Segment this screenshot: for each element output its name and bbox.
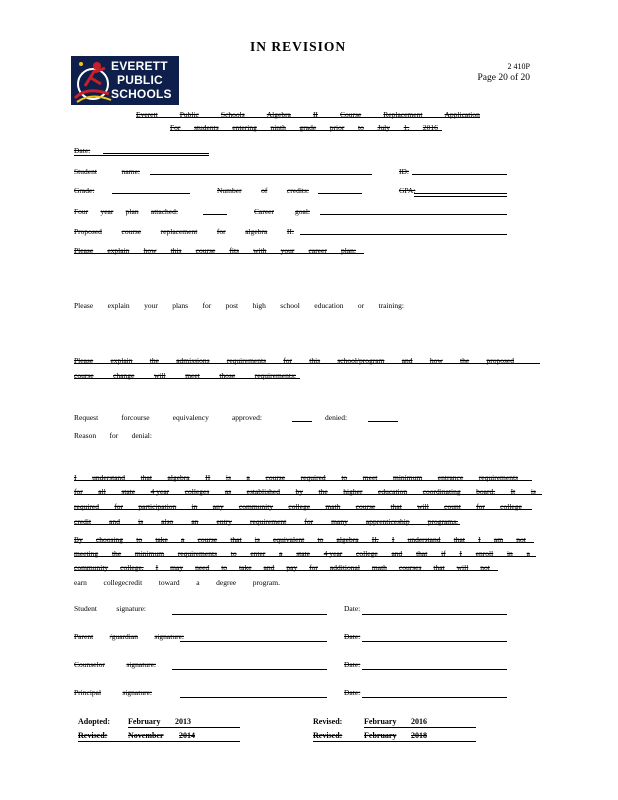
word: /guardian bbox=[109, 632, 138, 641]
word: in bbox=[191, 502, 198, 511]
word: Proposed bbox=[74, 227, 102, 236]
everett-public-schools-logo bbox=[71, 56, 179, 105]
word: is bbox=[530, 487, 536, 496]
word: this bbox=[170, 246, 182, 255]
word: courses bbox=[398, 563, 422, 572]
para2-line-4 bbox=[74, 578, 280, 587]
word: is bbox=[254, 535, 260, 544]
word: community bbox=[74, 563, 109, 572]
page-number: Page 20 of 20 bbox=[477, 73, 530, 83]
q3-rule-1 bbox=[74, 363, 540, 364]
word: and bbox=[401, 356, 413, 365]
word: Please bbox=[74, 356, 94, 365]
revised-rule-2 bbox=[364, 727, 476, 728]
counselor-date-label: Date: bbox=[344, 660, 361, 669]
word: Counselor bbox=[74, 660, 105, 669]
word: for bbox=[114, 502, 124, 511]
word: Replacement bbox=[383, 110, 423, 119]
word: not bbox=[480, 563, 490, 572]
word: with bbox=[253, 246, 267, 255]
word: algebra bbox=[167, 473, 190, 482]
word: II: bbox=[286, 227, 294, 236]
word: plan bbox=[125, 207, 139, 216]
word: July bbox=[377, 123, 390, 132]
word: I bbox=[74, 473, 77, 482]
word: a bbox=[279, 549, 283, 558]
id-label: ID: bbox=[399, 167, 409, 176]
word: count bbox=[444, 502, 461, 511]
word: course bbox=[265, 473, 286, 482]
word: requirements bbox=[226, 356, 266, 365]
word: that bbox=[230, 535, 242, 544]
word: denial: bbox=[131, 431, 152, 440]
word: for bbox=[216, 227, 226, 236]
word: is bbox=[225, 473, 231, 482]
credits-field[interactable] bbox=[318, 193, 362, 194]
word: a bbox=[526, 549, 530, 558]
counselor-signature-field[interactable] bbox=[172, 669, 327, 670]
q3-rule-2 bbox=[74, 378, 300, 379]
word: to bbox=[341, 473, 348, 482]
word: course bbox=[195, 246, 216, 255]
proposed-course-label bbox=[74, 227, 294, 236]
word: required bbox=[300, 473, 326, 482]
word: how bbox=[429, 356, 443, 365]
word: I bbox=[391, 535, 395, 544]
denied-field[interactable] bbox=[368, 421, 398, 422]
word: math bbox=[371, 563, 387, 572]
word: for bbox=[309, 563, 318, 572]
word: an bbox=[191, 517, 199, 526]
heading-rule bbox=[136, 117, 480, 118]
para2-rule-2 bbox=[74, 556, 536, 557]
word: degree bbox=[216, 578, 237, 587]
date-label: Date: bbox=[74, 146, 91, 155]
word: for bbox=[476, 502, 485, 511]
word: take bbox=[239, 563, 252, 572]
word: to bbox=[136, 535, 143, 544]
revised-rule-1 bbox=[78, 741, 240, 742]
word: Career bbox=[254, 207, 274, 216]
word: credit bbox=[74, 517, 92, 526]
post-high-school-question bbox=[74, 301, 404, 310]
word: will bbox=[456, 563, 469, 572]
subheading-rule bbox=[170, 130, 442, 131]
word: pay bbox=[286, 563, 298, 572]
word: entering bbox=[232, 123, 257, 132]
word: Course bbox=[339, 110, 362, 119]
word: for bbox=[202, 301, 212, 310]
word: Number bbox=[217, 186, 242, 195]
word: required bbox=[74, 502, 99, 511]
word: understand bbox=[407, 535, 441, 544]
word: career bbox=[308, 246, 327, 255]
word: math bbox=[325, 502, 341, 511]
word: II bbox=[205, 473, 211, 482]
word: requirements bbox=[478, 473, 518, 482]
word: course bbox=[355, 502, 376, 511]
adopted-year: 2013 bbox=[175, 717, 191, 726]
word: meeting bbox=[74, 549, 99, 558]
word: meet bbox=[362, 473, 378, 482]
word: algebra bbox=[245, 227, 268, 236]
word: plan: bbox=[341, 246, 356, 255]
word: students bbox=[194, 123, 219, 132]
word: goal: bbox=[295, 207, 310, 216]
student-name-label bbox=[74, 167, 140, 176]
word: take bbox=[155, 535, 168, 544]
word: that bbox=[140, 473, 152, 482]
word: signature: bbox=[116, 604, 146, 613]
word: minimum bbox=[134, 549, 165, 558]
word: approved: bbox=[231, 413, 262, 422]
word: those bbox=[219, 371, 236, 380]
word: 1, bbox=[403, 123, 410, 132]
principal-signature-label bbox=[74, 688, 152, 697]
word: requirements: bbox=[254, 371, 296, 380]
word: equivalent bbox=[273, 535, 305, 544]
word: change bbox=[113, 371, 135, 380]
word: 2016 bbox=[422, 123, 438, 132]
word: high bbox=[252, 301, 266, 310]
word: Student bbox=[74, 167, 97, 176]
word: state bbox=[121, 487, 136, 496]
word: if bbox=[441, 549, 446, 558]
word: entry bbox=[216, 517, 232, 526]
word: course bbox=[121, 227, 142, 236]
word: Please bbox=[74, 301, 94, 310]
word: II, bbox=[371, 535, 379, 544]
word: Request bbox=[74, 413, 99, 422]
counselor-signature-label bbox=[74, 660, 156, 669]
word: replacement bbox=[160, 227, 198, 236]
word: enter bbox=[250, 549, 266, 558]
word: choosing bbox=[95, 535, 124, 544]
reason-label bbox=[74, 431, 152, 440]
adopted-rule bbox=[128, 727, 240, 728]
word: Application bbox=[444, 110, 480, 119]
word: II bbox=[312, 110, 318, 119]
proposed-course-field[interactable] bbox=[300, 234, 507, 235]
counselor-date-field[interactable] bbox=[362, 669, 507, 670]
q1-rule bbox=[74, 253, 364, 254]
parent-date-field[interactable] bbox=[362, 641, 507, 642]
word: many bbox=[331, 517, 348, 526]
logo-line-2: PUBLIC bbox=[117, 73, 163, 87]
para2-rule-1 bbox=[74, 542, 534, 543]
revised-label-2: Revised: bbox=[313, 717, 343, 726]
word: Algebra bbox=[266, 110, 291, 119]
request-approved-label bbox=[74, 413, 262, 422]
para1-rule-2 bbox=[74, 494, 542, 495]
word: signature: bbox=[126, 660, 156, 669]
word: that bbox=[433, 563, 445, 572]
revised-rule-3 bbox=[313, 741, 476, 742]
word: Student bbox=[74, 604, 97, 613]
principal-date-label: Date: bbox=[344, 688, 361, 697]
word: entrance bbox=[437, 473, 464, 482]
word: attached: bbox=[150, 207, 178, 216]
word: that bbox=[416, 549, 428, 558]
word: for bbox=[304, 517, 314, 526]
revised-month-3: February bbox=[364, 731, 397, 740]
word: higher bbox=[343, 487, 363, 496]
word: Please bbox=[74, 246, 94, 255]
word: course bbox=[197, 535, 218, 544]
word: will bbox=[417, 502, 429, 511]
word: Public bbox=[179, 110, 199, 119]
word: board. bbox=[476, 487, 496, 496]
credits-label bbox=[217, 186, 309, 195]
word: not bbox=[516, 535, 526, 544]
word: school/program bbox=[337, 356, 385, 365]
word: how bbox=[143, 246, 157, 255]
word: state bbox=[296, 549, 310, 558]
parent-signature-label bbox=[74, 632, 184, 641]
revised-year-1: 2014 bbox=[179, 731, 195, 740]
word: education bbox=[314, 301, 344, 310]
word: credits: bbox=[286, 186, 309, 195]
word: school bbox=[280, 301, 300, 310]
word: to bbox=[317, 535, 324, 544]
word: need bbox=[195, 563, 210, 572]
word: for bbox=[109, 431, 119, 440]
revised-label-3: Revised: bbox=[313, 731, 343, 740]
gpa-field[interactable] bbox=[414, 193, 507, 194]
word: established bbox=[246, 487, 280, 496]
word: Principal bbox=[74, 688, 102, 697]
word: understand bbox=[92, 473, 126, 482]
word: minimum bbox=[392, 473, 423, 482]
para2-rule-3 bbox=[74, 570, 498, 571]
revision-title: IN REVISION bbox=[250, 39, 347, 54]
word: a bbox=[246, 473, 250, 482]
revised-month-2: February bbox=[364, 717, 397, 726]
word: to bbox=[358, 123, 364, 132]
word: program. bbox=[252, 578, 280, 587]
word: I bbox=[478, 535, 481, 544]
word: college bbox=[288, 502, 311, 511]
word: forcourse bbox=[121, 413, 150, 422]
word: for bbox=[74, 487, 83, 496]
word: Everett bbox=[136, 110, 158, 119]
word: It bbox=[510, 487, 516, 496]
word: that bbox=[453, 535, 465, 544]
word: Four bbox=[74, 207, 89, 216]
word: this bbox=[309, 356, 321, 365]
gpa-rule-lower bbox=[414, 196, 507, 197]
word: signature: bbox=[122, 688, 152, 697]
plan-attached-label bbox=[74, 207, 178, 216]
adopted-label: Adopted: bbox=[78, 717, 111, 726]
word: and bbox=[263, 563, 275, 572]
word: or bbox=[357, 301, 365, 310]
revised-label-1: Revised: bbox=[78, 731, 108, 740]
word: coordinating bbox=[422, 487, 461, 496]
word: your bbox=[144, 301, 158, 310]
student-date-label: Date: bbox=[344, 604, 361, 613]
word: for bbox=[283, 356, 292, 365]
word: 4 year bbox=[323, 549, 343, 558]
word: of bbox=[261, 186, 268, 195]
parent-signature-field[interactable] bbox=[180, 641, 327, 642]
word: explain bbox=[110, 356, 133, 365]
para1-rule-1 bbox=[74, 480, 532, 481]
principal-signature-field[interactable] bbox=[180, 697, 327, 698]
student-name-field[interactable] bbox=[150, 174, 372, 175]
word: college, bbox=[120, 563, 144, 572]
word: the bbox=[149, 356, 159, 365]
word: year bbox=[100, 207, 114, 216]
word: additional bbox=[329, 563, 360, 572]
word: your bbox=[280, 246, 295, 255]
word: 4 year bbox=[150, 487, 170, 496]
student-signature-label bbox=[74, 604, 146, 613]
student-signature-field[interactable] bbox=[172, 614, 327, 615]
word: ninth bbox=[270, 123, 286, 132]
word: meet bbox=[185, 371, 200, 380]
word: a bbox=[196, 578, 200, 587]
word: proposed bbox=[486, 356, 514, 365]
principal-date-field[interactable] bbox=[362, 697, 507, 698]
id-field[interactable] bbox=[412, 174, 507, 175]
grade-field[interactable] bbox=[112, 193, 190, 194]
word: grade bbox=[299, 123, 317, 132]
word: community bbox=[238, 502, 274, 511]
word: Schools bbox=[220, 110, 245, 119]
word: signature: bbox=[154, 632, 184, 641]
word: is bbox=[138, 517, 144, 526]
word: and bbox=[391, 549, 403, 558]
word: education bbox=[378, 487, 408, 496]
grade-label: Grade: bbox=[74, 186, 95, 195]
word: the bbox=[460, 356, 470, 365]
word: colleges bbox=[184, 487, 210, 496]
word: that bbox=[390, 502, 402, 511]
word: plans bbox=[172, 301, 189, 310]
word: admissions bbox=[176, 356, 210, 365]
word: any bbox=[212, 502, 224, 511]
word: name: bbox=[121, 167, 140, 176]
approved-field[interactable] bbox=[292, 421, 312, 422]
word: explain bbox=[107, 246, 130, 255]
gpa-label: GPA: bbox=[399, 186, 416, 195]
para1-rule-3 bbox=[74, 509, 532, 510]
date-field[interactable] bbox=[103, 153, 209, 154]
date-rule-lower bbox=[74, 155, 209, 156]
adopted-month: February bbox=[128, 717, 161, 726]
word: to bbox=[230, 549, 237, 558]
word: I bbox=[155, 563, 159, 572]
word: in bbox=[506, 549, 513, 558]
word: Reason bbox=[74, 431, 97, 440]
word: By bbox=[74, 535, 83, 544]
revised-month-1: November bbox=[128, 731, 164, 740]
word: For bbox=[170, 123, 181, 132]
word: and bbox=[109, 517, 120, 526]
para1-rule-4 bbox=[74, 524, 460, 525]
word: also bbox=[161, 517, 174, 526]
policy-code: 2 410P bbox=[507, 62, 530, 71]
word: prior bbox=[329, 123, 345, 132]
word: requirements bbox=[177, 549, 217, 558]
word: equivalency bbox=[172, 413, 209, 422]
word: as bbox=[224, 487, 232, 496]
word: I bbox=[459, 549, 462, 558]
career-goal-label bbox=[254, 207, 310, 216]
word: apprenticeship bbox=[365, 517, 410, 526]
word: a bbox=[181, 535, 185, 544]
word: explain bbox=[107, 301, 130, 310]
word: enroll bbox=[475, 549, 494, 558]
career-goal-field[interactable] bbox=[320, 214, 507, 215]
logo-line-3: SCHOOLS bbox=[111, 87, 172, 101]
word: programs. bbox=[427, 517, 458, 526]
word: fits bbox=[229, 246, 239, 255]
word: earn bbox=[74, 578, 87, 587]
denied-label: denied: bbox=[325, 413, 348, 422]
word: toward bbox=[158, 578, 180, 587]
word: Parent bbox=[74, 632, 94, 641]
logo-line-1: EVERETT bbox=[111, 59, 168, 73]
revised-year-2: 2016 bbox=[411, 717, 427, 726]
word: college bbox=[356, 549, 378, 558]
word: by bbox=[295, 487, 304, 496]
plan-attached-field[interactable] bbox=[203, 214, 227, 215]
word: participation bbox=[138, 502, 177, 511]
word: collegecredit bbox=[103, 578, 143, 587]
word: training: bbox=[378, 301, 404, 310]
word: post bbox=[225, 301, 239, 310]
student-date-field[interactable] bbox=[362, 614, 507, 615]
word: the bbox=[111, 549, 122, 558]
word: course bbox=[74, 371, 94, 380]
parent-date-label: Date: bbox=[344, 632, 361, 641]
word: to bbox=[221, 563, 228, 572]
word: am bbox=[493, 535, 504, 544]
word: algebra bbox=[336, 535, 359, 544]
word: may bbox=[170, 563, 184, 572]
word: all bbox=[98, 487, 106, 496]
word: the bbox=[318, 487, 328, 496]
revised-year-3: 2018 bbox=[411, 731, 427, 740]
word: requirement bbox=[250, 517, 287, 526]
word: college bbox=[500, 502, 522, 511]
word: will bbox=[153, 371, 166, 380]
